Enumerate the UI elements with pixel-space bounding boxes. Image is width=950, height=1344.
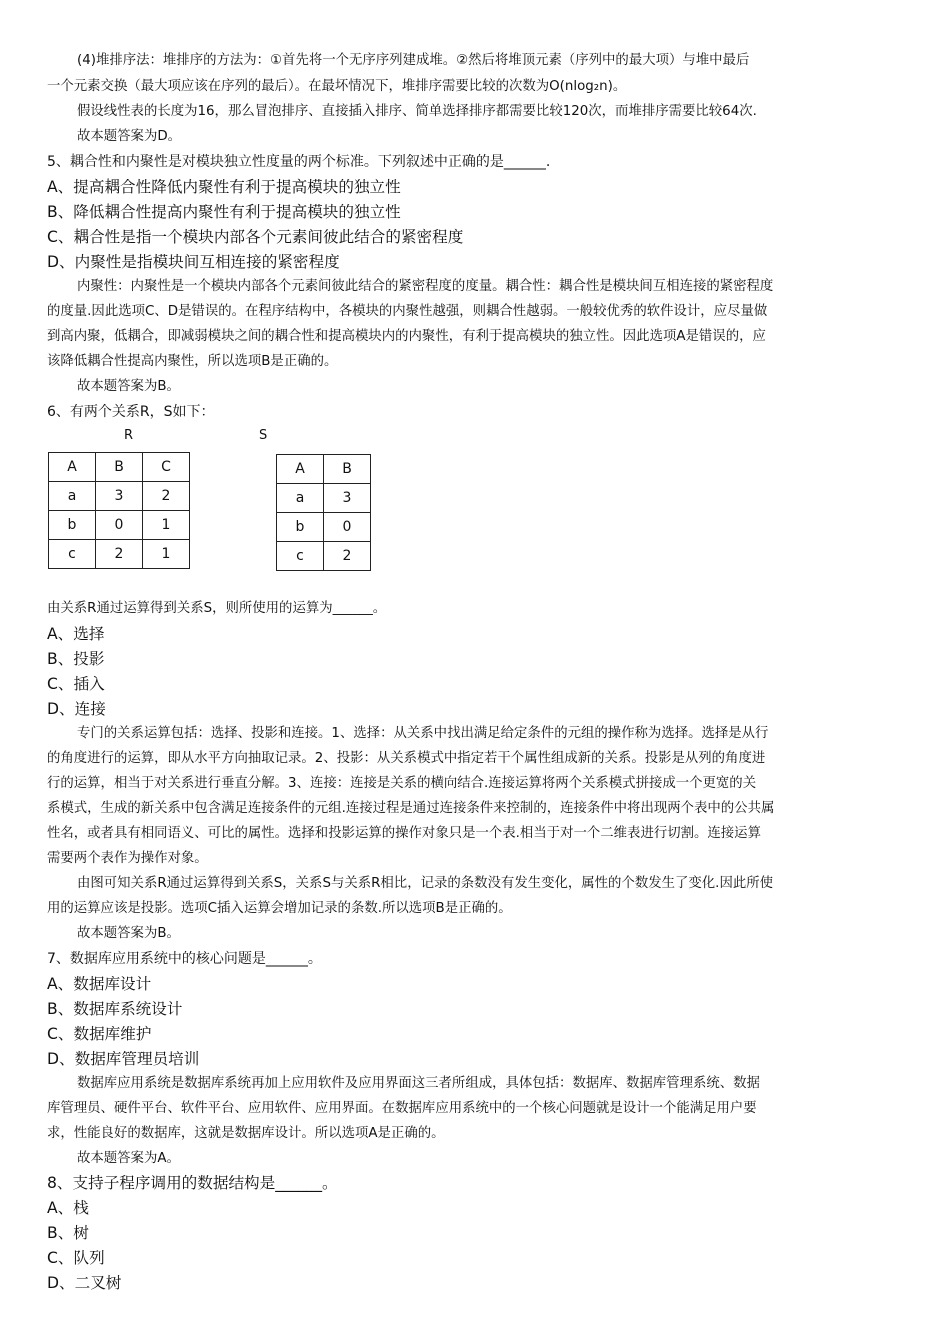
option-b: B、投影 <box>47 650 105 668</box>
table-cell: 0 <box>96 511 143 540</box>
option-a: A、提高耦合性降低内聚性有利于提高模块的独立性 <box>47 178 401 196</box>
table-cell: C <box>143 453 190 482</box>
text-line: (4)堆排序法：堆排序的方法为：①首先将一个无序序列建成堆。②然后将堆顶元素（序列中的最大项）与堆中最后 <box>77 53 750 68</box>
option-d: D、内聚性是指模块间互相连接的紧密程度 <box>47 253 340 271</box>
question-5: 5、耦合性和内聚性是对模块独立性度量的两个标准。下列叙述中正确的是______. <box>47 154 551 170</box>
question-7: 7、数据库应用系统中的核心问题是______。 <box>47 951 322 967</box>
answer-line: 故本题答案为B。 <box>77 926 180 941</box>
text-line: 的度量.因此选项C、D是错误的。在程序结构中，各模块的内聚性越强，则耦合性越弱。一般较优秀的软件设计，应尽量做 <box>47 304 768 319</box>
text-line: 需要两个表作为操作对象。 <box>47 851 208 866</box>
table-cell: 2 <box>96 540 143 569</box>
answer-line: 故本题答案为B。 <box>77 379 180 394</box>
table-cell: A <box>277 455 324 484</box>
text-line: 内聚性：内聚性是一个模块内部各个元素间彼此结合的紧密程度的度量。耦合性：耦合性是模块间互相连接的紧密程度 <box>77 279 774 294</box>
text-line: 假设线性表的长度为16，那么冒泡排序、直接插入排序、简单选择排序都需要比较120次，而堆排序需要比较64次. <box>77 104 757 119</box>
table-cell: 2 <box>324 542 371 571</box>
text-line: 求，性能良好的数据库，这就是数据库设计。所以选项A是正确的。 <box>47 1126 445 1141</box>
relation-r-label: R <box>124 428 134 443</box>
table-cell: b <box>49 511 96 540</box>
text-line: 由图可知关系R通过运算得到关系S，关系S与关系R相比，记录的条数没有发生变化，属性的个数发生了变化.因此所使 <box>77 876 774 891</box>
table-cell: 3 <box>324 484 371 513</box>
text-line: 一个元素交换（最大项应该在序列的最后）。在最坏情况下，堆排序需要比较的次数为O(nlog₂n)。 <box>47 79 627 94</box>
table-cell: 2 <box>143 482 190 511</box>
option-d: D、二叉树 <box>47 1274 122 1292</box>
question-8: 8、支持子程序调用的数据结构是______。 <box>47 1174 338 1192</box>
table-cell: 1 <box>143 511 190 540</box>
option-d: D、数据库管理员培训 <box>47 1050 200 1068</box>
option-a: A、选择 <box>47 625 105 643</box>
option-c: C、数据库维护 <box>47 1025 152 1043</box>
option-c: C、插入 <box>47 675 105 693</box>
table-cell: c <box>277 542 324 571</box>
answer-line: 故本题答案为A。 <box>77 1151 180 1166</box>
table-cell: a <box>49 482 96 511</box>
text-line: 库管理员、硬件平台、软件平台、应用软件、应用界面。在数据库应用系统中的一个核心问题就是设计一个能满足用户要 <box>47 1101 757 1116</box>
table-cell: 3 <box>96 482 143 511</box>
option-c: C、队列 <box>47 1249 105 1267</box>
text-line: 到高内聚，低耦合，即减弱模块之间的耦合性和提高模块内的内聚性，有利于提高模块的独立性。因此选项A是错误的，应 <box>47 329 766 344</box>
text-line: 行的运算，相当于对关系进行垂直分解。3、连接：连接是关系的横向结合.连接运算将两个关系模式拼接成一个更宽的关 <box>47 776 757 791</box>
text-line: 用的运算应该是投影。选项C插入运算会增加记录的条数.所以选项B是正确的。 <box>47 901 512 916</box>
text-line: 该降低耦合性提高内聚性，所以选项B是正确的。 <box>47 354 338 369</box>
text-line: 性名，或者具有相同语义、可比的属性。选择和投影运算的操作对象只是一个表.相当于对一个二维表进行切割。连接运算 <box>47 826 761 841</box>
option-b: B、数据库系统设计 <box>47 1000 183 1018</box>
table-cell: c <box>49 540 96 569</box>
text-line: 故本题答案为D。 <box>77 129 182 144</box>
table-cell: B <box>324 455 371 484</box>
relation-r-table <box>48 452 190 569</box>
text-line: 数据库应用系统是数据库系统再加上应用软件及应用界面这三者所组成，具体包括：数据库、数据库管理系统、数据 <box>77 1076 760 1091</box>
question-6: 6、有两个关系R，S如下： <box>47 404 215 420</box>
text-line: 系模式，生成的新关系中包含满足连接条件的元组.连接过程是通过连接条件来控制的，连接条件中将出现两个表中的公共属 <box>47 801 775 816</box>
option-b: B、树 <box>47 1224 89 1242</box>
text-line: 由关系R通过运算得到关系S，则所使用的运算为______。 <box>47 601 387 616</box>
table-cell: a <box>277 484 324 513</box>
table-cell: A <box>49 453 96 482</box>
relation-s-label: S <box>259 428 268 443</box>
table-cell: 1 <box>143 540 190 569</box>
option-d: D、连接 <box>47 700 106 718</box>
table-cell: B <box>96 453 143 482</box>
relation-s-table <box>276 454 371 571</box>
option-a: A、栈 <box>47 1199 89 1217</box>
option-b: B、降低耦合性提高内聚性有利于提高模块的独立性 <box>47 203 401 221</box>
option-c: C、耦合性是指一个模块内部各个元素间彼此结合的紧密程度 <box>47 228 464 246</box>
table-cell: b <box>277 513 324 542</box>
option-a: A、数据库设计 <box>47 975 152 993</box>
table-cell: 0 <box>324 513 371 542</box>
text-line: 专门的关系运算包括：选择、投影和连接。1、选择：从关系中找出满足给定条件的元组的操作称为选择。选择是从行 <box>77 726 769 741</box>
text-line: 的角度进行的运算，即从水平方向抽取记录。2、投影：从关系模式中指定若干个属性组成新的关系。投影是从列的角度进 <box>47 751 766 766</box>
